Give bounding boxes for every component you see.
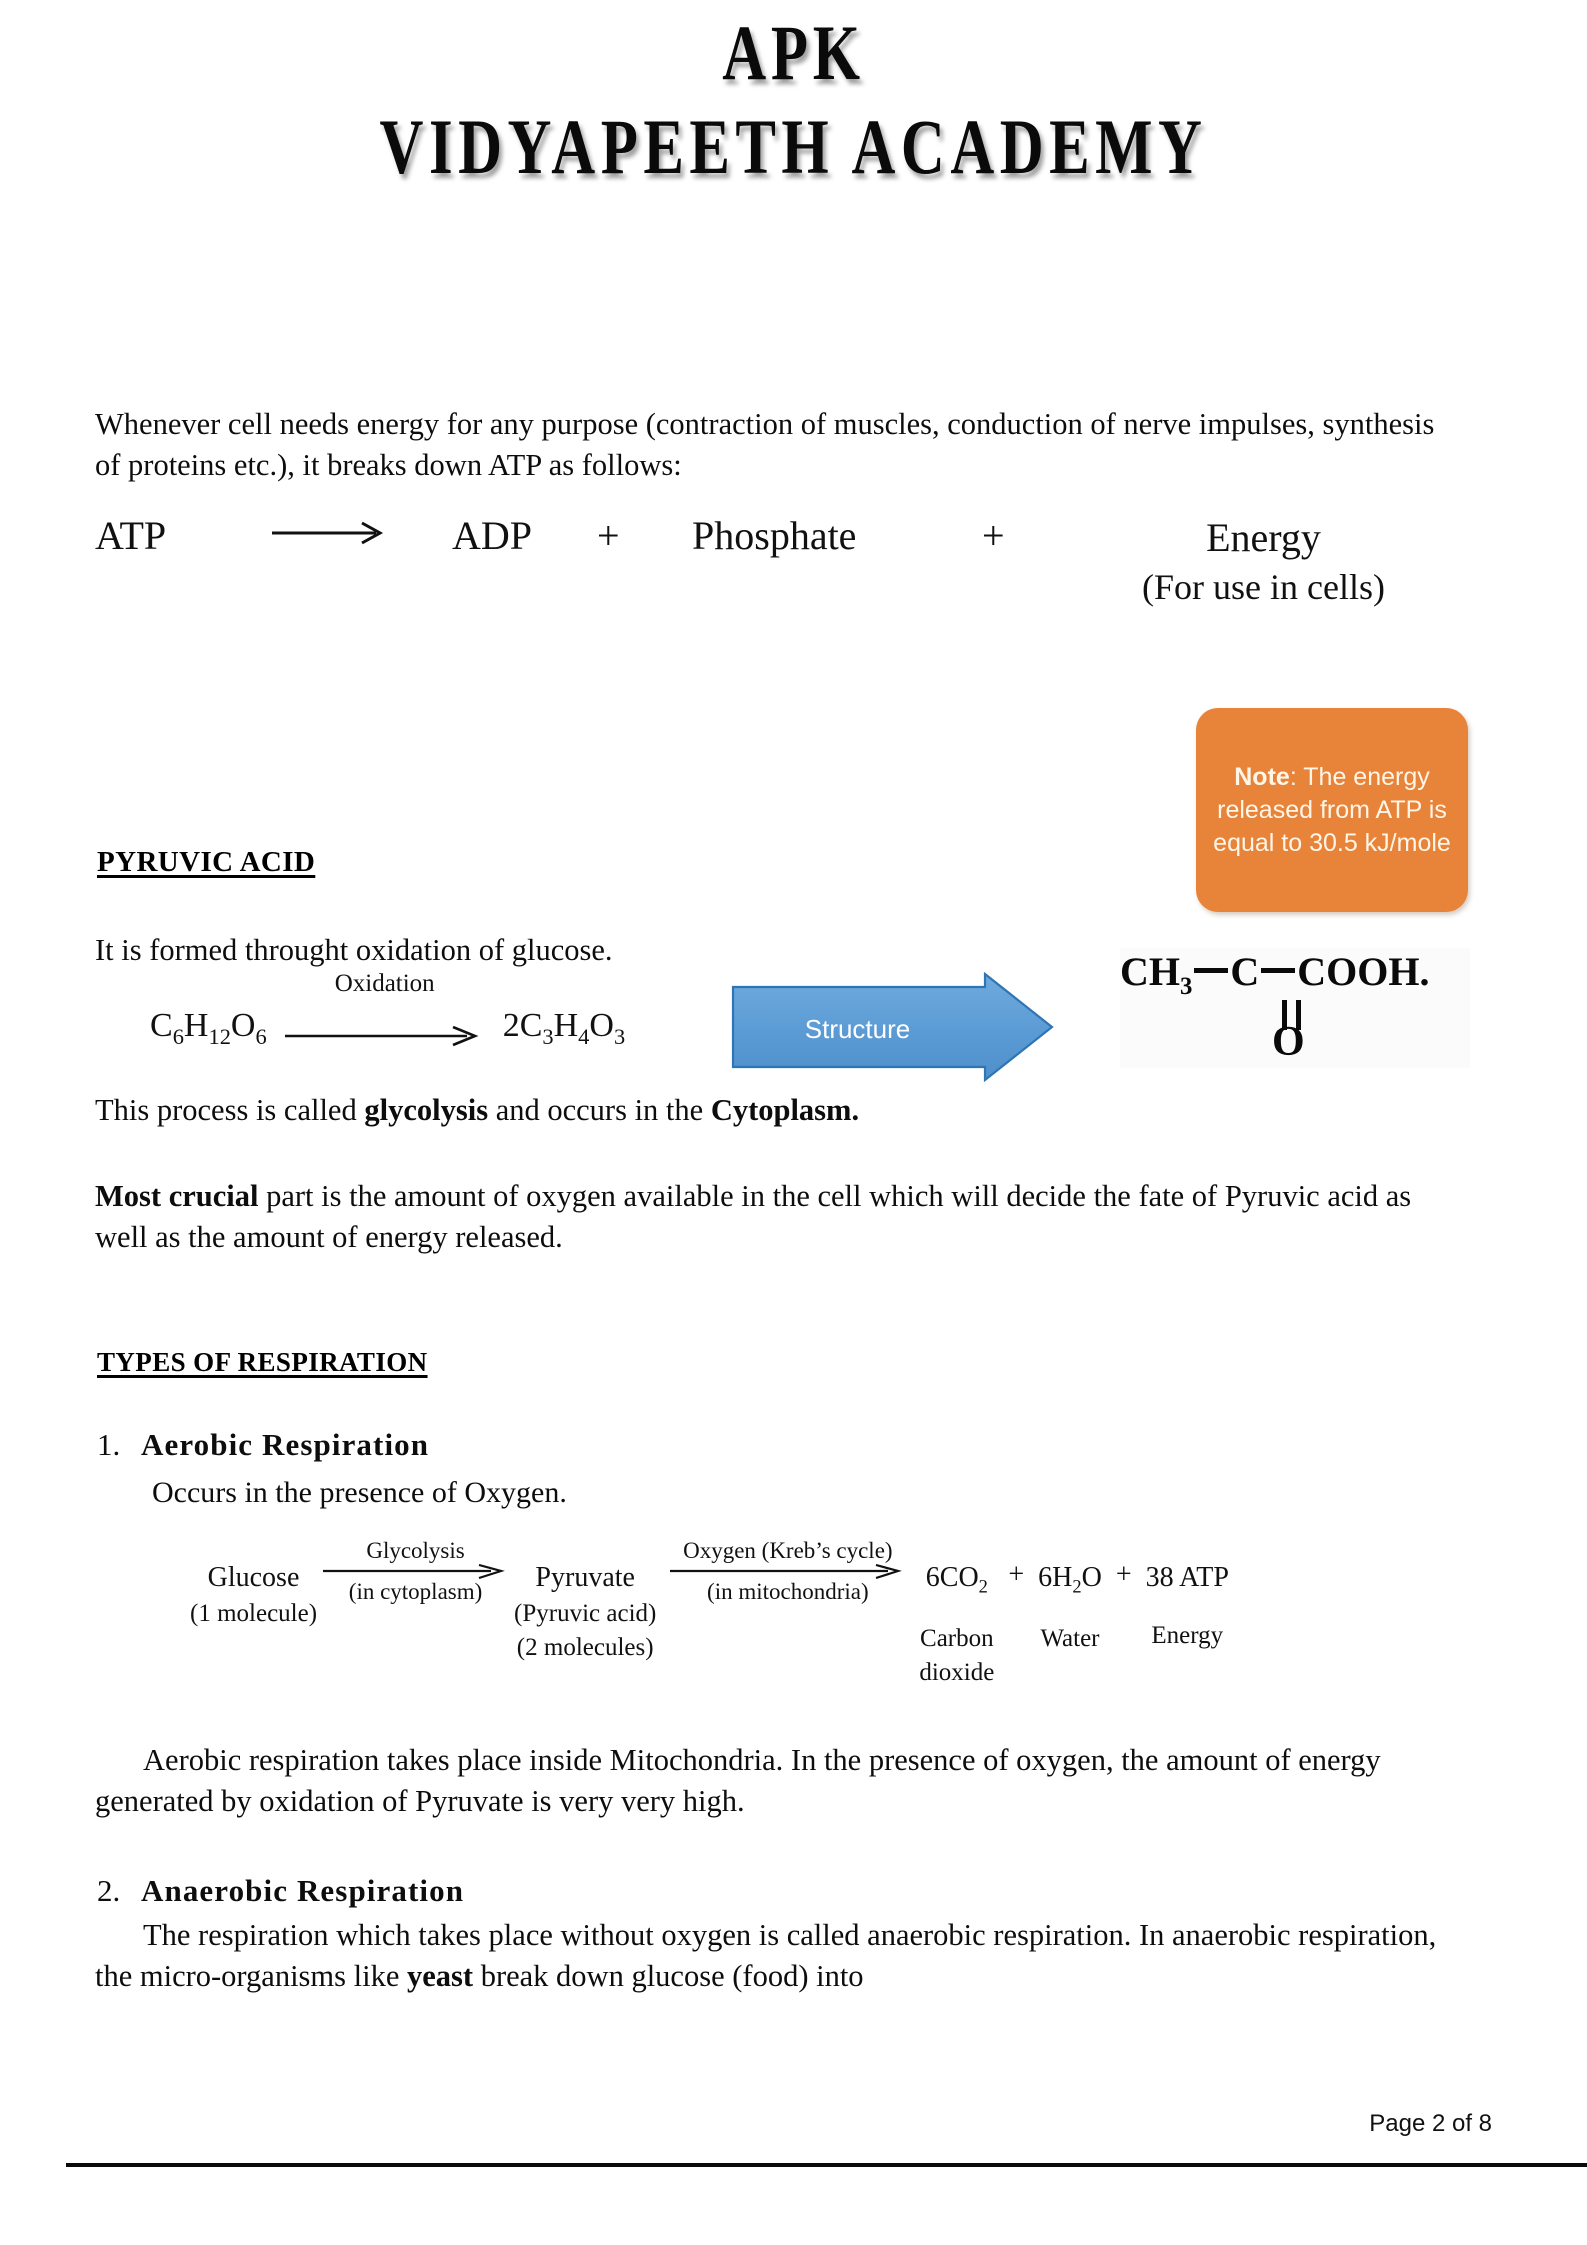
flow-water-subscript: 2 — [1072, 1576, 1082, 1597]
glycolysis-sentence-c: and occurs in the — [488, 1093, 711, 1127]
oxidation-arrow-label: Oxidation — [334, 970, 435, 997]
flow-pyruvate-sublabel-2: (2 molecules) — [516, 1634, 654, 1662]
aerobic-respiration-flow-diagram — [190, 1533, 1229, 1690]
pyruvic-acid-structural-formula — [1120, 948, 1470, 1068]
flow-product-co2 — [919, 1559, 994, 1690]
flow-krebs-sublabel: (in mitochondria) — [707, 1579, 869, 1605]
glucose-formula: $C_6H_{12}O_6$ — [150, 1006, 267, 1049]
glycolysis-sentence-a: This process is called — [95, 1093, 365, 1127]
flow-plus-1: + — [1008, 1559, 1025, 1590]
flow-water-formula — [1038, 1559, 1102, 1600]
flow-water-a: 6H — [1038, 1562, 1073, 1593]
cytoplasm-bold-term: Cytoplasm. — [710, 1093, 860, 1127]
atp-plus-1: + — [597, 513, 620, 558]
flow-reaction-krebs — [670, 1533, 905, 1605]
anaerobic-body-c: break down glucose (food) into — [473, 1958, 864, 1993]
flow-products — [919, 1533, 1229, 1690]
aerobic-explanation-paragraph: Aerobic respiration takes place inside Mitochondria. In the presence of oxygen, the amount of energy generated by oxidation of Pyruvate is very very high. — [95, 1743, 1381, 1818]
energy-label: Energy — [1206, 515, 1321, 560]
atp-plus-2: + — [982, 513, 1005, 558]
flow-glucose-sublabel: (1 molecule) — [190, 1600, 318, 1628]
flow-co2-subscript: 2 — [978, 1576, 988, 1597]
flow-water-label: Water — [1040, 1624, 1100, 1652]
most-crucial-paragraph — [95, 1176, 1460, 1257]
flow-plus-2: + — [1115, 1559, 1132, 1590]
flow-arrow-1-icon — [323, 1564, 508, 1578]
flow-product-water — [1038, 1559, 1102, 1656]
flow-node-pyruvate — [514, 1533, 656, 1665]
atp-product-energy — [1142, 512, 1385, 611]
flow-co2-main: 6CO — [925, 1562, 979, 1593]
bond-line-left — [1194, 968, 1228, 973]
anaerobic-explanation-paragraph — [95, 1915, 1450, 1996]
right-arrow-icon — [270, 512, 390, 552]
flow-water-b: O — [1081, 1562, 1102, 1593]
energy-note: (For use in cells) — [1142, 567, 1385, 607]
structure-arrow-label: Structure — [804, 1014, 911, 1044]
document-header — [0, 9, 1587, 190]
glycolysis-bold-term: glycolysis — [364, 1093, 489, 1127]
footer-divider — [66, 2163, 1587, 2167]
list-item-aerobic — [97, 1427, 429, 1463]
flow-product-atp — [1146, 1559, 1229, 1653]
aerobic-subtitle: Occurs in the presence of Oxygen. — [152, 1476, 567, 1509]
atp-breakdown-equation — [95, 512, 1495, 611]
note-callout-box — [1196, 708, 1468, 912]
flow-co2-label-line1: Carbon — [920, 1624, 994, 1652]
flow-atp-label: Energy — [1151, 1622, 1224, 1650]
pyruvic-acid-intro-line: It is formed throught oxidation of glucose. — [95, 933, 613, 967]
note-callout-text — [1210, 761, 1454, 860]
oxidation-arrow-icon — [285, 970, 485, 1056]
academy-acronym: APK — [722, 9, 865, 96]
molecule-backbone: $CH_3$ C COOH. — [1120, 949, 1430, 1000]
most-crucial-body: part is the amount of oxygen available in the cell which will decide the fate of Pyruvic acid as well as the amount of energy released. — [95, 1179, 1412, 1254]
flow-co2-formula — [919, 1559, 994, 1600]
atp-product-adp: ADP — [452, 513, 533, 558]
list-number-2: 2. — [97, 1873, 121, 1908]
note-label: Note — [1234, 762, 1290, 791]
flow-glucose-label: Glucose — [207, 1562, 300, 1593]
atp-product-phosphate: Phosphate — [692, 513, 857, 558]
page-number: Page 2 of 8 — [1369, 2110, 1492, 2137]
note-body: The energy released from ATP is equal to 30.5 kJ/mole — [1213, 762, 1451, 857]
yeast-bold-term: yeast — [407, 1958, 474, 1993]
flow-glycolysis-sublabel: (in cytoplasm) — [348, 1579, 483, 1605]
glycolysis-sentence — [95, 1090, 1455, 1131]
academy-name: VIDYAPEETH ACADEMY — [379, 103, 1208, 190]
atp-reactant: ATP — [95, 513, 167, 558]
pyruvate-formula: $2C_3H_4O_3$ — [502, 1006, 626, 1049]
most-crucial-bold-term: Most crucial — [95, 1179, 259, 1213]
flow-reaction-glycolysis — [323, 1533, 508, 1605]
flow-co2-label-line2: dioxide — [919, 1658, 995, 1686]
flow-glycolysis-label: Glycolysis — [366, 1538, 465, 1563]
flow-krebs-label: Oxygen (Kreb’s cycle) — [683, 1538, 893, 1563]
pyruvic-acid-heading: PYRUVIC ACID — [97, 846, 316, 878]
oxygen-atom-label: O — [1272, 1019, 1305, 1065]
structure-callout-arrow — [730, 972, 1055, 1084]
note-separator: : — [1289, 762, 1304, 791]
flow-node-glucose — [190, 1533, 317, 1631]
flow-pyruvate-sublabel-1: (Pyruvic acid) — [514, 1600, 657, 1628]
types-of-respiration-heading: TYPES OF RESPIRATION — [97, 1347, 428, 1377]
bond-line-right — [1261, 968, 1295, 973]
intro-paragraph: Whenever cell needs energy for any purpose (contraction of muscles, conduction of nerve impulses, synthesis of proteins etc.), it breaks down ATP as follows: — [95, 407, 1435, 482]
flow-arrow-2-icon — [670, 1564, 905, 1578]
glucose-oxidation-equation — [150, 970, 626, 1056]
anaerobic-body-a: The respiration which takes place without oxygen is called anaerobic respiration. In anaerobic respiration, the micro-organisms like — [95, 1918, 1437, 1993]
flow-atp-formula: 38 ATP — [1145, 1562, 1229, 1593]
list-item-anaerobic — [97, 1873, 464, 1909]
aerobic-respiration-title: Aerobic Respiration — [141, 1427, 430, 1462]
anaerobic-respiration-title: Anaerobic Respiration — [141, 1873, 465, 1908]
list-number-1: 1. — [97, 1427, 121, 1462]
flow-pyruvate-label: Pyruvate — [535, 1562, 635, 1593]
